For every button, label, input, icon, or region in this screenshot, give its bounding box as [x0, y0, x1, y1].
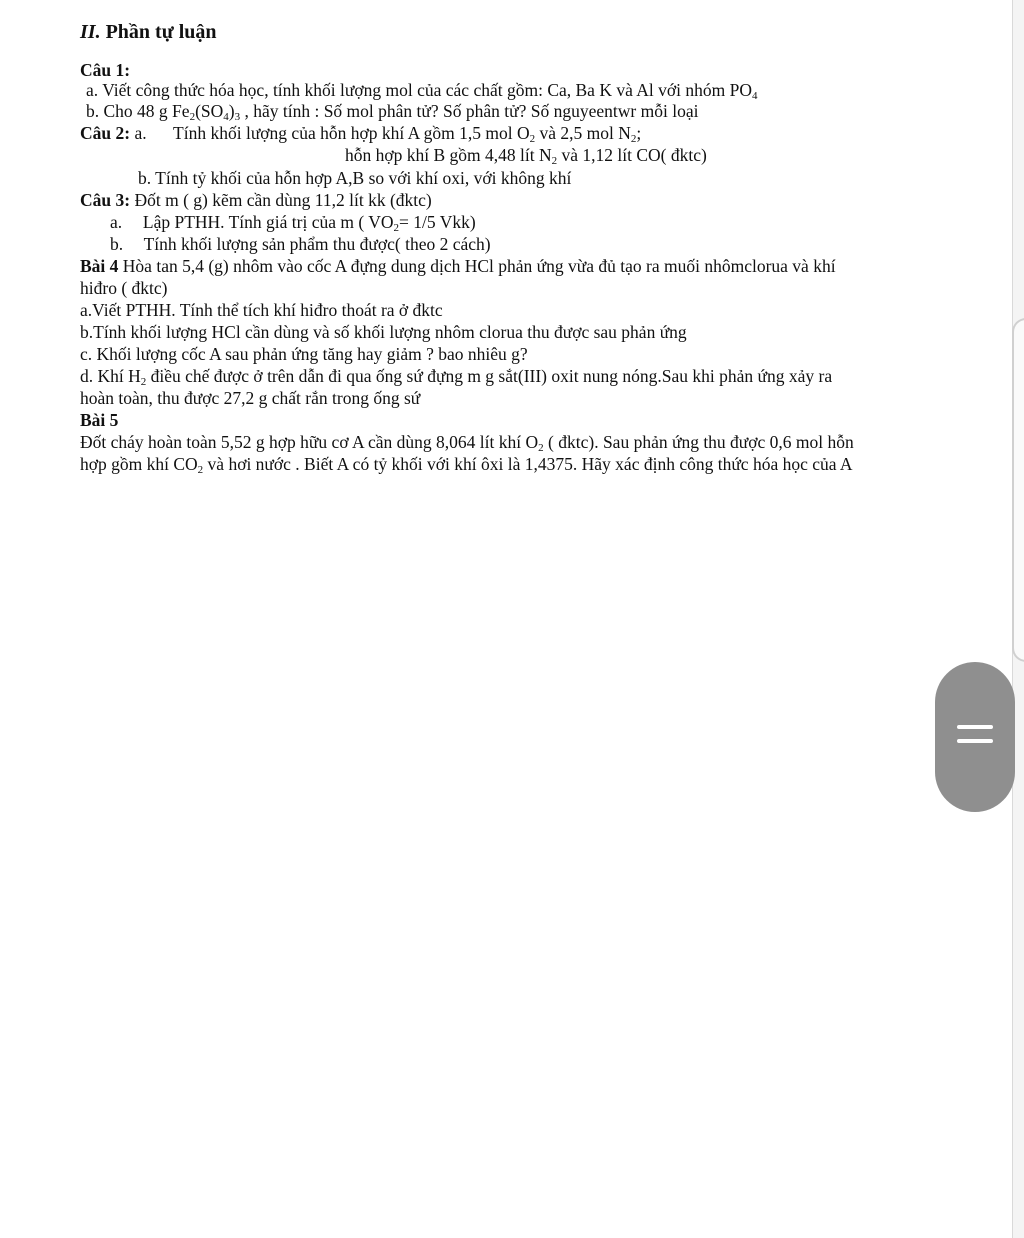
cau3-text: Đốt m ( g) kẽm cần dùng 11,2 lít kk (đktc): [130, 190, 432, 210]
bai4-line1: [80, 256, 836, 276]
side-panel-handle[interactable]: [1012, 318, 1024, 662]
bai4-c-text: c. Khối lượng cốc A sau phản ứng tăng hay giảm ? bao nhiêu g?: [80, 344, 528, 364]
cau1-part-b: [86, 101, 698, 121]
cau1-b-sub2: 4: [223, 111, 229, 123]
bai4-part-d-line2: [80, 388, 420, 408]
cau2-label: Câu 2:: [80, 123, 131, 143]
bai5-text3: hợp gồm khí CO: [80, 454, 198, 474]
bai4-d-text1: d. Khí H: [80, 366, 141, 386]
cau2-a-sub1: 2: [529, 133, 536, 145]
bai4-d-sub1: 2: [140, 376, 147, 388]
cau2-a2-text1: hỗn hợp khí B gồm 4,48 lít N: [345, 145, 552, 165]
cau2-part-a-line2: [345, 145, 707, 165]
cau3-a-text2: = 1/5 Vkk): [399, 212, 476, 232]
bai4-d2-text: hoàn toàn, thu được 27,2 g chất rắn trong ống sứ: [80, 388, 421, 408]
grip-line-icon: [957, 725, 993, 729]
bai4-label: Bài 4: [80, 256, 119, 276]
cau1-b-text4: , hãy tính : Số mol phân tử? Số phân tử? Số nguyeentwr mỗi loại: [240, 101, 699, 121]
section-roman: II.: [80, 21, 101, 43]
bai5-line2: [80, 454, 853, 474]
cau3-heading: [80, 190, 432, 210]
bai4-part-d: [80, 366, 832, 386]
cau2-a2-text2: và 1,12 lít CO( đktc): [557, 145, 707, 165]
bai5-text4: và hơi nước . Biết A có tỷ khối với khí ôxi là 1,4375. Hãy xác định công thức hóa học của A: [203, 454, 853, 474]
cau1-b-text2: (SO: [195, 101, 224, 121]
cau2-part-b: [138, 168, 571, 188]
cau1-b-text1: b. Cho 48 g Fe: [86, 101, 190, 121]
cau2-a-sub2: 2: [630, 133, 637, 145]
bai4-text2: hiđro ( đktc): [80, 278, 168, 298]
bai4-text1: Hòa tan 5,4 (g) nhôm vào cốc A đựng dung dịch HCl phản ứng vừa đủ tạo ra muối nhômclorua và khí: [118, 256, 836, 276]
cau1-part-a: [86, 80, 757, 100]
cau2-a-marker: a.: [134, 123, 147, 143]
bai5-sub1: 2: [538, 442, 544, 454]
cau3-b-marker: b.: [110, 234, 124, 254]
cau2-a2-sub1: 2: [551, 155, 558, 167]
bai5-label: Bài 5: [80, 410, 119, 430]
grip-line-icon: [957, 739, 993, 743]
bai4-part-b: [80, 322, 687, 342]
bai4-line2: [80, 278, 167, 298]
cau1-b-text3: ): [228, 101, 235, 121]
cau3-label: Câu 3:: [80, 190, 131, 210]
cau2-a-text2: và 2,5 mol N: [535, 123, 631, 143]
bai5-sub2: 2: [197, 464, 204, 476]
cau1-b-sub1: 2: [189, 111, 196, 123]
bai4-d-text2: điều chế được ở trên dẫn đi qua ống sứ đựng m g sắt(III) oxit nung nóng.Sau khi phản ứng xảy ra: [146, 366, 833, 386]
bai5-line1: [80, 432, 854, 452]
cau3-a-text1: Lập PTHH. Tính giá trị của m ( VO: [142, 212, 394, 232]
scroll-handle[interactable]: [935, 662, 1015, 812]
section-title: Phần tự luận: [105, 21, 217, 43]
cau3-a-marker: a.: [110, 212, 123, 232]
bai4-part-a: [80, 300, 443, 320]
cau2-a-text1: Tính khối lượng của hỗn hợp khí A gồm 1,5 mol O: [173, 123, 530, 143]
bai4-a-text: a.Viết PTHH. Tính thể tích khí hiđro thoát ra ở đktc: [80, 300, 443, 320]
bai4-part-c: [80, 344, 528, 364]
cau2-part-a: [80, 123, 641, 143]
section-heading: [80, 22, 217, 42]
bai5-text2: ( đktc). Sau phản ứng thu được 0,6 mol hỗn: [543, 432, 854, 452]
cau1-heading: [80, 60, 130, 80]
cau1-a-text: a. Viết công thức hóa học, tính khối lượng mol của các chất gồm: Ca, Ba K và Al với nhóm PO: [86, 80, 752, 100]
cau3-part-a: [110, 212, 476, 232]
cau2-a-text3: ;: [636, 123, 642, 143]
cau3-b-text: Tính khối lượng sản phẩm thu được( theo 2 cách): [143, 234, 491, 254]
cau3-part-b: [110, 234, 491, 254]
cau1-a-sub: 4: [751, 90, 758, 102]
cau1-label: Câu 1:: [80, 60, 131, 80]
cau2-b-text: b. Tính tỷ khối của hỗn hợp A,B so với khí oxi, với không khí: [138, 168, 572, 188]
bai5-heading: [80, 410, 118, 430]
bai5-text1: Đốt cháy hoàn toàn 5,52 g hợp hữu cơ A cần dùng 8,064 lít khí O: [80, 432, 539, 452]
bai4-b-text: b.Tính khối lượng HCl cần dùng và số khối lượng nhôm clorua thu được sau phản ứng: [80, 322, 687, 342]
cau1-b-sub3: 3: [234, 111, 241, 123]
cau3-a-sub1: 2: [393, 222, 400, 234]
